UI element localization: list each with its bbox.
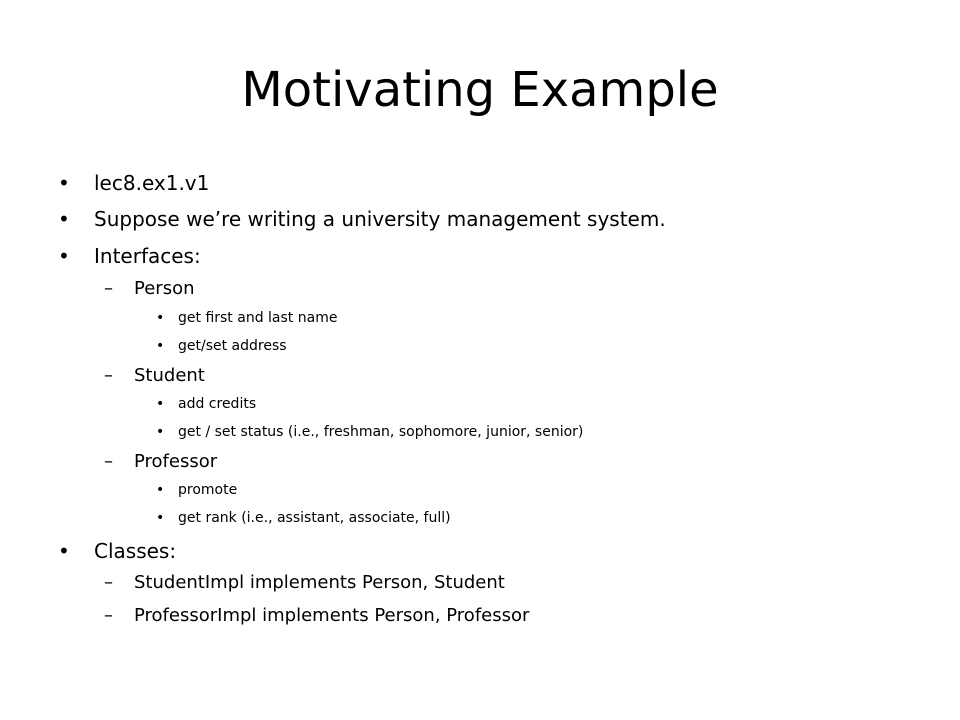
bullet-icon: • [156, 482, 165, 498]
sub-sub-item-text: add credits [178, 396, 257, 412]
bullet-icon: • [58, 244, 70, 268]
bullet-text: Classes: [94, 539, 177, 563]
dash-icon: – [104, 365, 113, 386]
bullet-text: Interfaces: [94, 244, 201, 268]
sub-sub-item-text: get first and last name [178, 310, 338, 326]
bullet-text: lec8.ex1.v1 [94, 171, 210, 195]
bullet-icon: • [156, 396, 165, 412]
bullet-icon: • [156, 510, 165, 526]
sub-sub-item-text: get/set address [178, 338, 287, 354]
dash-icon: – [104, 605, 113, 626]
bullet-icon: • [156, 310, 165, 326]
slide-title: Motivating Example [241, 62, 719, 118]
sub-sub-item-text: get rank (i.e., assistant, associate, full) [178, 510, 451, 526]
sub-item-text: ProfessorImpl implements Person, Professor [134, 605, 530, 626]
sub-item-text: StudentImpl implements Person, Student [134, 572, 505, 593]
sub-sub-item-text: promote [178, 482, 238, 498]
bullet-icon: • [58, 539, 70, 563]
bullet-icon: • [58, 207, 70, 231]
bullet-icon: • [156, 338, 165, 354]
dash-icon: – [104, 278, 113, 299]
bullet-text: Suppose we’re writing a university management system. [94, 207, 666, 231]
dash-icon: – [104, 572, 113, 593]
dash-icon: – [104, 451, 113, 472]
sub-sub-item-text: get / set status (i.e., freshman, sophomore, junior, senior) [178, 424, 584, 440]
sub-item-text: Student [134, 365, 205, 386]
bullet-icon: • [58, 171, 70, 195]
sub-item-text: Person [134, 278, 195, 299]
sub-item-text: Professor [134, 451, 218, 472]
bullet-icon: • [156, 424, 165, 440]
